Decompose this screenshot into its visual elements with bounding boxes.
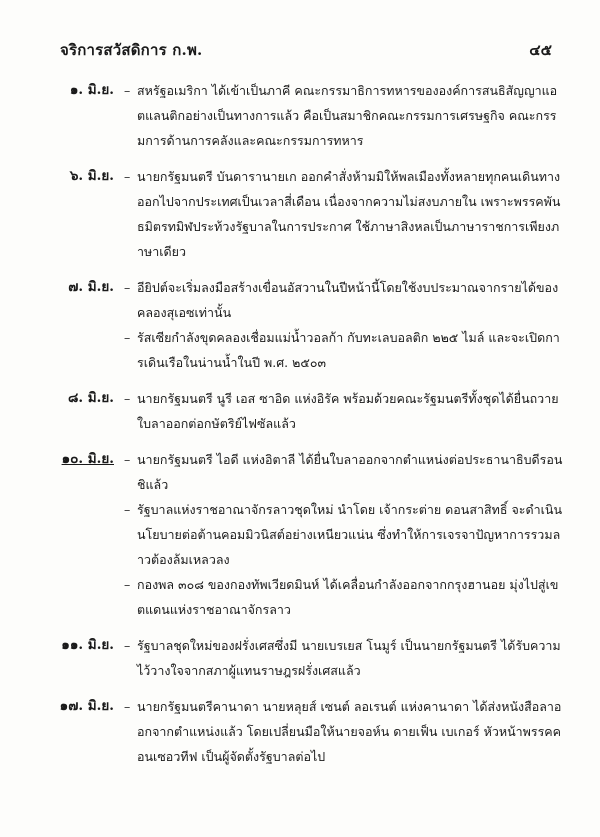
chronology-entry xyxy=(48,694,563,769)
page-number: ๔๕ xyxy=(529,41,552,59)
bullet-dash: – xyxy=(124,83,131,98)
entry-text: สหรัฐอเมริกา ได้เข้าเป็นภาคี คณะกรรมาธิการทหารขององค์การสนธิสัญญาแอตแลนติกอย่างเป็นทางการแล้ว คือเป็นสมาชิกคณะกรรมการเศรษฐกิจ คณะกรรมการด้านการคลังและคณะกรรมการทหาร xyxy=(137,83,558,148)
entry-item xyxy=(124,694,563,769)
entry-items xyxy=(124,386,563,436)
chronology-entry xyxy=(48,78,563,153)
bullet-dash: – xyxy=(124,452,131,467)
page-header xyxy=(60,38,552,60)
entry-text: นายกรัฐมนตรี นูรี เอส ซาอิด แห่งอิรัค พร้อมด้วยคณะรัฐมนตรีทั้งชุดได้ยื่นถวายใบลาออกต่อกษัตริย์ไฟซัลแล้ว xyxy=(137,391,559,431)
entry-text: นายกรัฐมนตรี ไอดี แห่งอิตาลี ได้ยื่นใบลาออกจากตำแหน่งต่อประธานาธิบดีรอนชิแล้ว xyxy=(137,452,563,492)
entry-date: ๑๐. มิ.ย. xyxy=(61,451,114,467)
entry-items xyxy=(124,694,563,769)
bullet-dash: – xyxy=(124,169,131,184)
chronology-entry xyxy=(48,386,563,436)
entry-date: ๑. มิ.ย. xyxy=(69,82,114,98)
chronology-entry xyxy=(48,164,563,264)
entry-item xyxy=(124,497,563,572)
entry-item xyxy=(124,633,563,683)
entry-text: รัสเซียกำลังขุดคลองเชื่อมแม่น้ำวอลก้า กับทะเลบอลติก ๒๒๕ ไมล์ และจะเปิดการเดินเรือในน่านน้ำในปี พ.ศ. ๒๕๐๓ xyxy=(137,330,560,370)
entry-items xyxy=(124,633,563,683)
entry-item xyxy=(124,78,563,153)
entry-items xyxy=(124,164,563,264)
entry-items xyxy=(124,275,563,375)
chronology-entry xyxy=(48,275,563,375)
entry-item xyxy=(124,275,563,325)
entry-text: อียิปต์จะเริ่มลงมือสร้างเขื่อนอัสวานในปีหน้านี้โดยใช้งบประมาณจากรายได้ของคลองสุเอซเท่านั้น xyxy=(137,280,559,320)
chronology-entry xyxy=(48,447,563,622)
bullet-dash: – xyxy=(124,280,131,295)
chronology-entry xyxy=(48,633,563,683)
entry-date: ๑๗. มิ.ย. xyxy=(59,698,114,714)
entry-text: รัฐบาลชุดใหม่ของฝรั่งเศสซึ่งมี นายเบรเยส โนมูร์ เป็นนายกรัฐมนตรี ได้รับความไว้วางใจจากสภาผู้แทนราษฎรฝรั่งเศสแล้ว xyxy=(137,638,561,678)
entry-item xyxy=(124,386,563,436)
bullet-dash: – xyxy=(124,330,131,345)
entry-date: ๘. มิ.ย. xyxy=(67,390,114,406)
bullet-dash: – xyxy=(124,391,131,406)
entry-text: กองพล ๓๐๘ ของกองทัพเวียดมินห์ ได้เคลื่อนกำลังออกจากกรุงฮานอย มุ่งไปสู่เขตแดนแห่งราชอาณาจักรลาว xyxy=(137,577,559,617)
entry-item xyxy=(124,572,563,622)
entry-item xyxy=(124,325,563,375)
bullet-dash: – xyxy=(124,638,131,653)
entry-item xyxy=(124,164,563,264)
header-title: จริการสวัสดิการ ก.พ. xyxy=(60,41,203,59)
bullet-dash: – xyxy=(124,699,131,714)
entry-date: ๖. มิ.ย. xyxy=(69,168,114,184)
entry-text: นายกรัฐมนตรีคานาดา นายหลุยส์ เซนต์ ลอเรนต์ แห่งคานาดา ได้ส่งหนังสือลาออกจากตำแหน่งแล้ว โดยเปลี่ยนมือให้นายจอห์น ดายเฟ็น เบเกอร์ หัวหน้าพรรคคอนเซอวทีฟ เป็นผู้จัดตั้งรัฐบาลต่อไป xyxy=(137,699,562,764)
entry-date: ๗. มิ.ย. xyxy=(68,279,114,295)
entry-items xyxy=(124,447,563,622)
entry-item xyxy=(124,447,563,497)
entry-items xyxy=(124,78,563,153)
entry-text: นายกรัฐมนตรี บันดารานายเก ออกคำสั่งห้ามมิให้พลเมืองทั้งหลายทุกคนเดินทางออกไปจากประเทศเป็นเวลาสี่เดือน เนื่องจากความไม่สงบภายใน เพราะพรรคพันธมิตรทมิฬประท้วงรัฐบาลในการประกาศ ใช้ภาษาสิงหลเป็นภาษาราชการเพียงภาษาเดียว xyxy=(137,169,561,259)
chronology-list xyxy=(48,78,563,780)
bullet-dash: – xyxy=(124,502,131,517)
bullet-dash: – xyxy=(124,577,131,592)
entry-text: รัฐบาลแห่งราชอาณาจักรลาวชุดใหม่ นำโดย เจ้ากระต่าย ดอนสาสิทธิ์ จะดำเนินนโยบายต่อต้านคอมมิวนิสต์อย่างเหนียวแน่น ซึ่งทำให้การเจรจาปัญหาการรวมลาวต้องล้มเหลวลง xyxy=(137,502,563,567)
entry-date: ๑๑. มิ.ย. xyxy=(61,637,114,653)
